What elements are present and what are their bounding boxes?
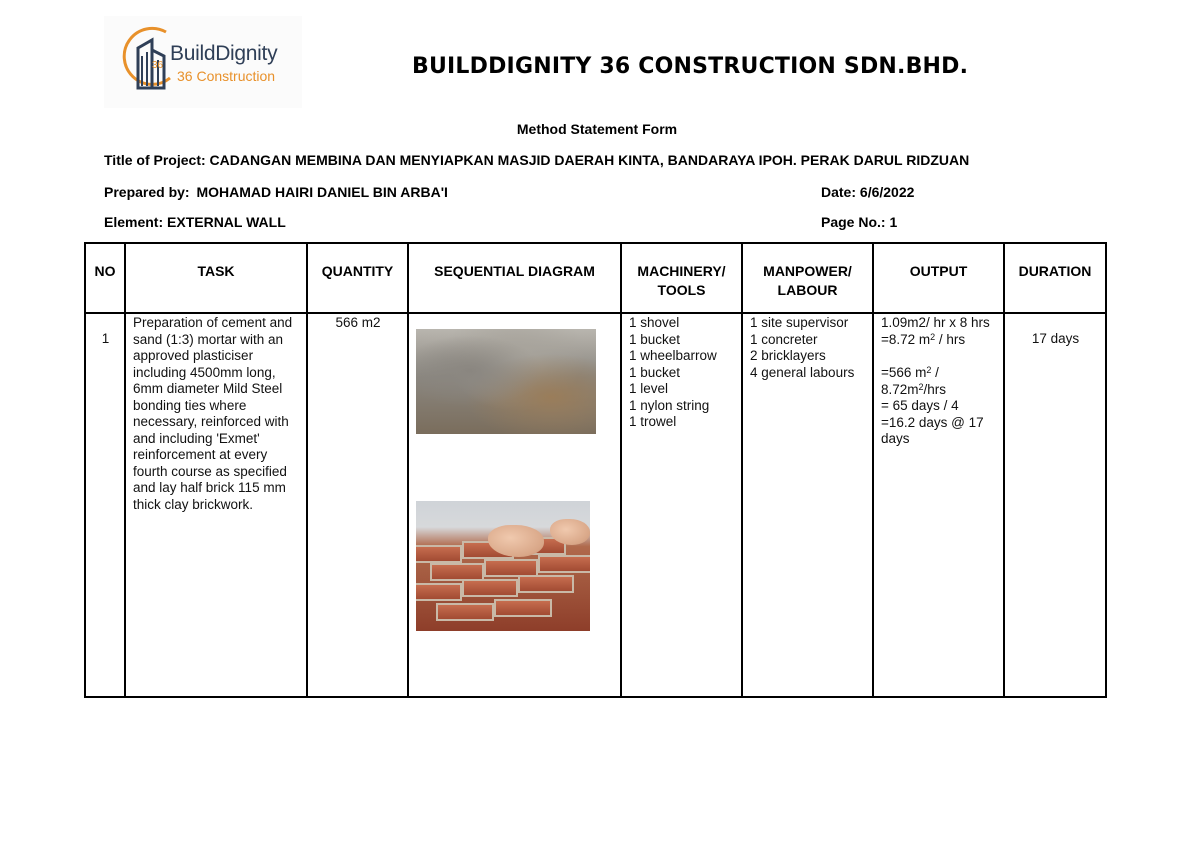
cell-task: Preparation of cement and sand (1:3) mortar with an approved plasticiser including 4500mm long, 6mm diameter Mild Steel bonding ties where necessary, reinforced with and including 'Exmet' reinforcement at every fourth course as specified and lay half brick 115 mm thick clay brickwork. xyxy=(125,313,307,697)
list-item: 2 bricklayers xyxy=(750,348,826,363)
prepared-by xyxy=(104,184,448,200)
list-item: 1 nylon string xyxy=(629,397,710,413)
date-label: Date: xyxy=(821,184,857,200)
list-item: 1 bucket xyxy=(629,364,681,380)
list-item: 1 shovel xyxy=(629,315,680,330)
date xyxy=(821,184,914,200)
cement-sand-photo xyxy=(416,329,596,434)
element-label: Element: xyxy=(104,214,164,230)
header-no: NO xyxy=(85,243,125,313)
list-item: 1 site supervisor xyxy=(750,315,849,330)
element-value: EXTERNAL WALL xyxy=(167,214,286,230)
date-value: 6/6/2022 xyxy=(859,184,915,200)
building-logo-icon xyxy=(118,26,178,98)
page-label: Page No.: xyxy=(821,214,886,230)
cell-quantity: 566 m2 xyxy=(307,313,408,697)
cell-output: 1.09m2/ hr x 8 hrs =8.72 $m^2$ / hrs =566 $m^2$ / $8.72m^2$/hrs = 65 days / 4 =16.2 days @ 17 days xyxy=(873,313,1004,697)
form-title: Method Statement Form xyxy=(516,121,678,137)
header-manpower: MANPOWER/ LABOUR xyxy=(742,243,873,313)
header-duration: DURATION xyxy=(1004,243,1106,313)
svg-text:36: 36 xyxy=(152,60,164,71)
list-item: 1 concreter xyxy=(750,331,818,347)
logo-subtitle: 36 Construction xyxy=(177,68,276,84)
company-logo xyxy=(104,16,302,108)
header-quantity: QUANTITY xyxy=(307,243,408,313)
method-statement-table xyxy=(84,242,1107,698)
header-machinery: MACHINERY/ TOOLS xyxy=(621,243,742,313)
cell-machinery xyxy=(621,313,742,697)
table-row xyxy=(85,313,1106,697)
cell-sequential-diagram xyxy=(408,313,621,697)
list-item: 1 wheelbarrow xyxy=(629,348,717,363)
logo-name: BuildDignity xyxy=(170,42,278,65)
list-item: 1 bucket xyxy=(629,331,681,347)
page-number xyxy=(821,214,897,230)
bricklaying-photo xyxy=(416,501,590,631)
project-value: CADANGAN MEMBINA DAN MENYIAPKAN MASJID DAERAH KINTA, BANDARAYA IPOH. PERAK DARUL RIDZUAN xyxy=(209,152,970,168)
element xyxy=(104,214,286,230)
cell-manpower xyxy=(742,313,873,697)
header-task: TASK xyxy=(125,243,307,313)
page-value: 1 xyxy=(889,214,898,230)
list-item: 1 trowel xyxy=(629,414,677,429)
header-sequential-diagram: SEQUENTIAL DIAGRAM xyxy=(408,243,621,313)
header-output: OUTPUT xyxy=(873,243,1004,313)
list-item: 1 level xyxy=(629,381,669,396)
prepared-label: Prepared by: xyxy=(104,184,190,200)
project-title xyxy=(104,152,969,168)
cell-duration: 17 days xyxy=(1004,313,1106,697)
company-name: BUILDDIGNITY 36 CONSTRUCTION SDN.BHD. xyxy=(412,54,969,79)
cell-no: 1 xyxy=(85,313,125,697)
table-header-row xyxy=(85,243,1106,313)
project-label: Title of Project: xyxy=(104,152,206,168)
prepared-value: MOHAMAD HAIRI DANIEL BIN ARBA'I xyxy=(196,184,448,200)
list-item: 4 general labours xyxy=(750,364,855,380)
